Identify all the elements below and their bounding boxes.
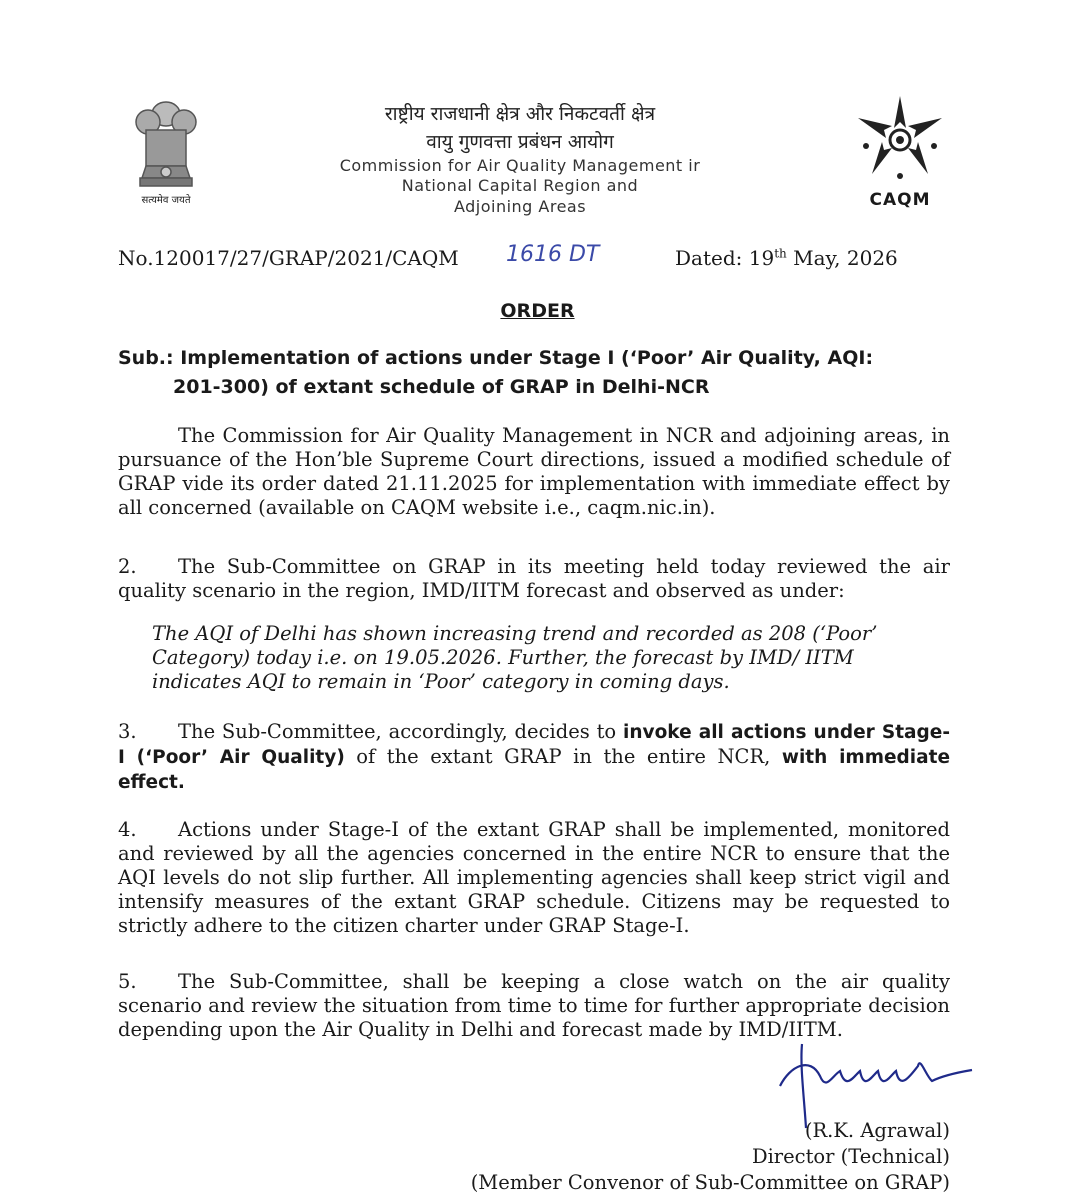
paragraph-2-number: 2. (118, 555, 137, 578)
caqm-logo (838, 92, 962, 214)
paragraph-3-bold-b: with immediate effect. (118, 747, 950, 793)
paragraph-5-number: 5. (118, 970, 137, 993)
paragraph-1: The Commission for Air Quality Management in NCR and adjoining areas, in pursuance of the Hon’ble Supreme Court directions, issued a modified schedule of GRAP vide its order dated 21.11.2025 for implementation with immediate effect by all concerned (available on CAQM website i.e., caqm.nic.in). (118, 424, 950, 519)
header-hindi-line2: वायु गुणवत्ता प्रबंधन आयोग (426, 131, 614, 153)
date-prefix: Dated: 19 (675, 246, 775, 270)
caqm-logo-text: CAQM (869, 190, 931, 210)
subject-line2: 201-300) of extant schedule of GRAP in Delhi-NCR (173, 376, 710, 398)
paragraph-4 (118, 818, 950, 938)
paragraph-4-number: 4. (118, 818, 137, 841)
national-emblem (118, 92, 214, 212)
paragraph-3-text-c: of the extant GRAP in the entire NCR, (344, 745, 782, 768)
paragraph-2 (118, 555, 950, 603)
header-hindi-line1: राष्ट्रीय राजधानी क्षेत्र और निकटवर्ती क्षेत्र (384, 103, 656, 125)
subject (118, 344, 958, 402)
emblem-caption: सत्यमेव जयते (141, 195, 191, 206)
order-title: ORDER (500, 300, 575, 322)
handwritten-dispatch-number: 1616 DT (506, 242, 600, 267)
paragraph-5-text: The Sub-Committee, shall be keeping a close watch on the air quality scenario and review the situation from time to time for further appropriate decision depending upon the Air Quality in Delhi and forecast made by IMD/IITM. (118, 970, 950, 1041)
paragraph-3 (118, 720, 950, 795)
header-english-line3: Adjoining Areas (453, 197, 587, 216)
header-english-line1: Commission for Air Quality Management ir (339, 156, 701, 175)
paragraph-3-text-a: The Sub-Committee, accordingly, decides to (178, 720, 624, 743)
order-date (675, 246, 898, 270)
signatory-role: (Member Convenor of Sub-Committee on GRAP) (470, 1171, 950, 1194)
date-suffix-sup: th (774, 246, 787, 261)
signatory-designation: Director (Technical) (751, 1145, 950, 1168)
header-english-line2: National Capital Region and (401, 176, 639, 195)
paragraph-2-text: The Sub-Committee on GRAP in its meeting held today reviewed the air quality scenario in the region, IMD/IITM forecast and observed as under: (118, 555, 950, 602)
paragraph-3-bold-a: invoke all actions under Stage-I (‘Poor’ Air Quality) (118, 722, 951, 768)
date-month-year: May, 2026 (786, 246, 898, 270)
reference-number: No.120017/27/GRAP/2021/CAQM (118, 246, 459, 270)
reference-line (118, 242, 918, 276)
paragraph-4-text: Actions under Stage-I of the extant GRAP shall be implemented, monitored and reviewed by all the agencies concerned in the entire NCR to ensure that the AQI levels do not slip further. All implementing agencies shall keep strict vigil and intensify measures of the extant GRAP schedule. Citizens may be requested to strictly adhere to the citizen charter under GRAP Stage-I. (118, 818, 950, 937)
aqi-observation-quote: The AQI of Delhi has shown increasing trend and recorded as 208 (‘Poor’ Category) today i.e. on 19.05.2026. Further, the forecast by IMD/ IITM indicates AQI to remain in ‘Poor’ category in coming days. (152, 622, 878, 693)
paragraph-3-number: 3. (118, 720, 137, 743)
subject-line1: Sub.: Implementation of actions under Stage I (‘Poor’ Air Quality, AQI: (118, 347, 874, 369)
paragraph-5 (118, 970, 950, 1042)
signatory-name: (R.K. Agrawal) (804, 1119, 950, 1142)
